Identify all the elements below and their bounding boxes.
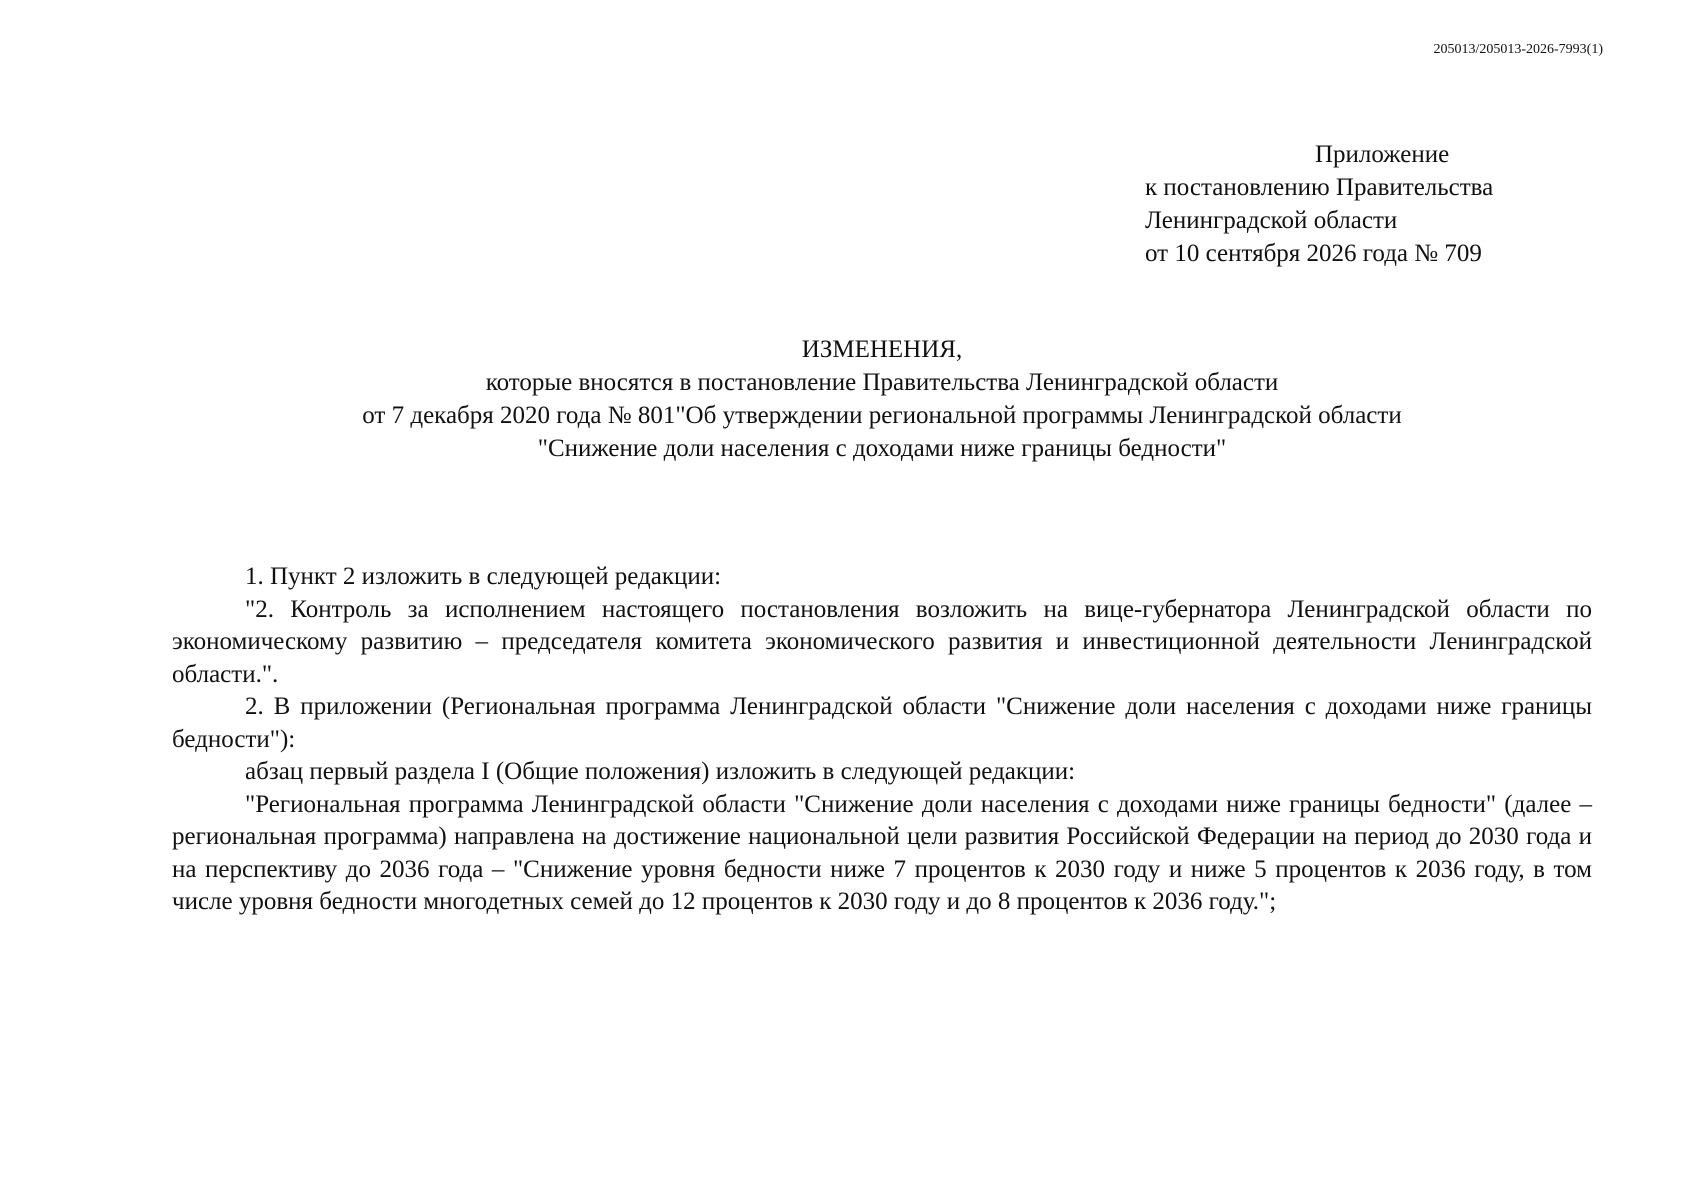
title-heading: ИЗМЕНЕНИЯ, bbox=[801, 336, 963, 363]
title-line: которые вносятся в постановление Правительства Ленинградской области bbox=[485, 369, 1279, 396]
title-line: "Снижение доли населения с доходами ниже границы бедности" bbox=[537, 435, 1227, 462]
document-id: 205013/205013-2026-7993(1) bbox=[1433, 42, 1603, 57]
appendix-line-resolution: к постановлению Правительства bbox=[1145, 174, 1494, 201]
appendix-block bbox=[1145, 138, 1493, 270]
body-paragraph: "Региональная программа Ленинградской области "Снижение доли населения с доходами ниже границы бедности" (далее – региональная программа) направлена на достижение национальной цели развития Российской Федерации на период до 2030 года и на перспективу до 2036 года – "Снижение уровня бедности ниже 7 процентов к 2030 году и ниже 5 процентов к 2036 году, в том числе уровня бедности многодетных семей до 12 процентов к 2030 году и до 8 процентов к 2036 году."; bbox=[172, 790, 1592, 915]
appendix-line-title: Приложение bbox=[1315, 141, 1450, 168]
document-body bbox=[172, 561, 1592, 919]
appendix-line-region: Ленинградской области bbox=[1145, 207, 1398, 234]
document-title bbox=[172, 333, 1592, 465]
body-paragraph: 1. Пункт 2 изложить в следующей редакции: bbox=[245, 563, 722, 590]
body-paragraph: абзац первый раздела I (Общие положения) изложить в следующей редакции: bbox=[245, 758, 1076, 785]
body-paragraph: 2. В приложении (Региональная программа Ленинградской области "Снижение доли населения с доходами ниже границы бедности"): bbox=[172, 693, 1592, 753]
appendix-line-date: от 10 сентября 2026 года № 709 bbox=[1145, 240, 1482, 267]
body-paragraph: "2. Контроль за исполнением настоящего постановления возложить на вице-губернатора Ленинградской области по экономическому развитию – председателя комитета экономического развития и инвестиционной деятельности Ленинградской области.". bbox=[172, 595, 1592, 688]
title-line: от 7 декабря 2020 года № 801"Об утверждении региональной программы Ленинградской области bbox=[362, 402, 1402, 429]
